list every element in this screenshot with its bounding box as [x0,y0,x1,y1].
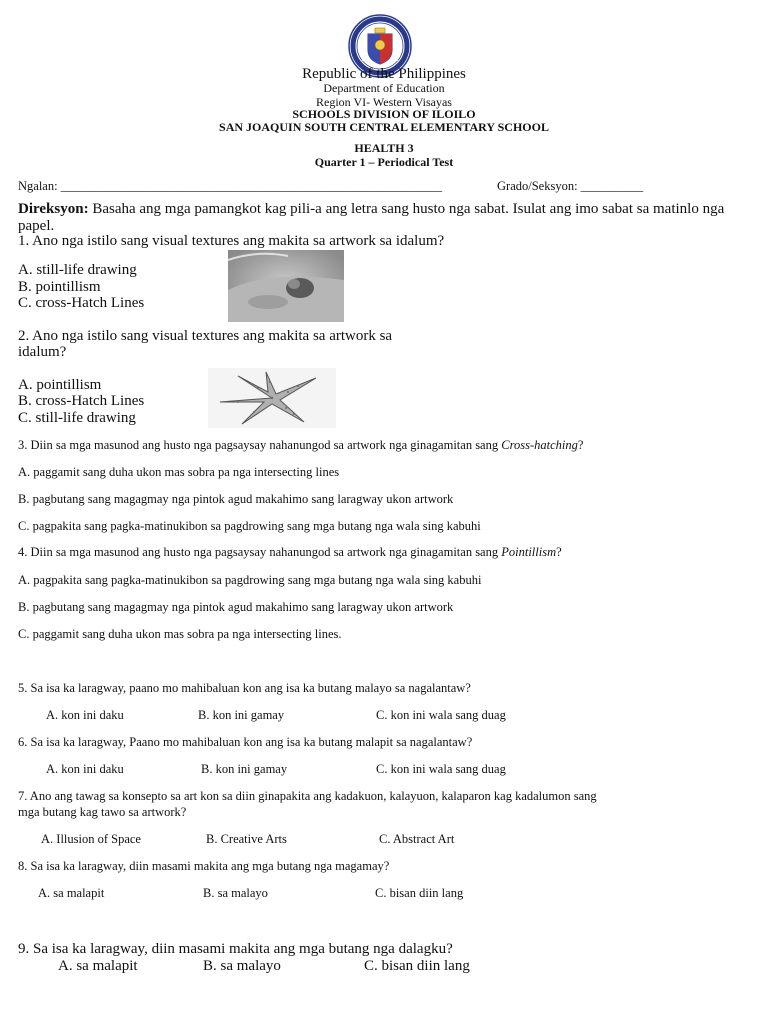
question-7-line2: mga butang kag tawo sa artwork? [18,805,187,819]
directions [18,201,753,235]
question-4-term: Pointillism [501,545,557,559]
question-3 [18,438,583,453]
question-6-option-a[interactable]: A. kon ini daku [46,762,124,776]
question-7-option-a[interactable]: A. Illusion of Space [41,832,141,846]
question-4-end: ? [556,545,562,559]
header-school: SAN JOAQUIN SOUTH CENTRAL ELEMENTARY SCHOOL [219,120,549,134]
header-republic: Republic of the Philippines [302,66,466,82]
name-field: Ngalan: _____________________________________________________________ [18,179,442,193]
question-4 [18,545,562,560]
question-3-option-c[interactable]: C. pagpakita sang pagka-matinukibon sa pagdrowing sang mga butang nga wala sing kabuhi [18,519,481,533]
question-4-option-a[interactable]: A. pagpakita sang pagka-matinukibon sa pagdrowing sang mga butang nga wala sing kabuhi [18,573,482,587]
header-subject: HEALTH 3 [354,141,414,155]
header-test: Quarter 1 – Periodical Test [314,155,454,169]
question-2-option-c[interactable]: C. still-life drawing [18,410,136,426]
question-4-text: 4. Diin sa mga masunod ang husto nga pagsaysay nahanungod sa artwork nga ginagamitan sang [18,545,502,559]
question-9-option-b[interactable]: B. sa malayo [203,958,281,974]
question-7-option-c[interactable]: C. Abstract Art [379,832,455,846]
question-1-option-a[interactable]: A. still-life drawing [18,262,137,278]
question-2-line2: idalum? [18,344,67,360]
question-2-option-b[interactable]: B. cross-Hatch Lines [18,393,145,409]
question-7-line1: 7. Ano ang tawag sa konsepto sa art kon sa diin ginapakita ang kadakuon, kalayuon, kalaparon kag kadalumon sang [18,789,597,803]
header-division: SCHOOLS DIVISION OF ILOILO [292,107,476,121]
header-department: Department of Education [323,81,445,95]
starfish-artwork-image [208,368,336,428]
question-6-option-b[interactable]: B. kon ini gamay [201,762,288,776]
question-9-option-a[interactable]: A. sa malapit [58,958,138,974]
question-4-option-c[interactable]: C. paggamit sang duha ukon mas sobra pa nga intersecting lines. [18,627,342,641]
still-life-artwork-image [228,250,344,322]
question-2-option-a[interactable]: A. pointillism [18,377,102,393]
directions-label: Direksyon: [18,201,89,217]
question-5-option-c[interactable]: C. kon ini wala sang duag [376,708,506,722]
question-3-option-a[interactable]: A. paggamit sang duha ukon mas sobra pa nga intersecting lines [18,465,340,479]
question-3-term: Cross-hatching [501,438,578,452]
question-2-line1: 2. Ano nga istilo sang visual textures ang makita sa artwork sa [18,328,393,344]
question-7-option-b[interactable]: B. Creative Arts [206,832,287,846]
question-3-option-b[interactable]: B. pagbutang sang magagmay nga pintok agud makahimo sang laragway ukon artwork [18,492,454,506]
question-8-option-b[interactable]: B. sa malayo [203,886,268,900]
question-9: 9. Sa isa ka laragway, diin masami makita ang mga butang nga dalagku? [18,941,453,957]
question-5-option-a[interactable]: A. kon ini daku [46,708,124,722]
directions-text: Basaha ang mga pamangkot kag pili-a ang letra sang husto nga sabat. Isulat ang imo sabat sa matinlo nga papel. [18,201,725,234]
question-4-option-b[interactable]: B. pagbutang sang magagmay nga pintok agud makahimo sang laragway ukon artwork [18,600,454,614]
question-6-option-c[interactable]: C. kon ini wala sang duag [376,762,506,776]
question-1-option-b[interactable]: B. pointillism [18,279,101,295]
question-8: 8. Sa isa ka laragway, diin masami makita ang mga butang nga magamay? [18,859,390,873]
question-9-option-c[interactable]: C. bisan diin lang [364,958,470,974]
question-3-text: 3. Diin sa mga masunod ang husto nga pagsaysay nahanungod sa artwork nga ginagamitan sang [18,438,502,452]
question-8-option-a[interactable]: A. sa malapit [38,886,105,900]
question-1-option-c[interactable]: C. cross-Hatch Lines [18,295,145,311]
header-region: Region VI- Western Visayas [316,95,452,109]
question-5-option-b[interactable]: B. kon ini gamay [198,708,285,722]
question-1: 1. Ano nga istilo sang visual textures ang makita sa artwork sa idalum? [18,233,445,249]
question-8-option-c[interactable]: C. bisan diin lang [375,886,464,900]
question-6: 6. Sa isa ka laragway, Paano mo mahibaluan kon ang isa ka butang malapit sa nagalantaw? [18,735,473,749]
question-3-end: ? [577,438,584,452]
question-5: 5. Sa isa ka laragway, paano mo mahibaluan kon ang isa ka butang malayo sa nagalantaw? [18,681,471,695]
grade-section-field: Grado/Seksyon: __________ [497,179,644,193]
